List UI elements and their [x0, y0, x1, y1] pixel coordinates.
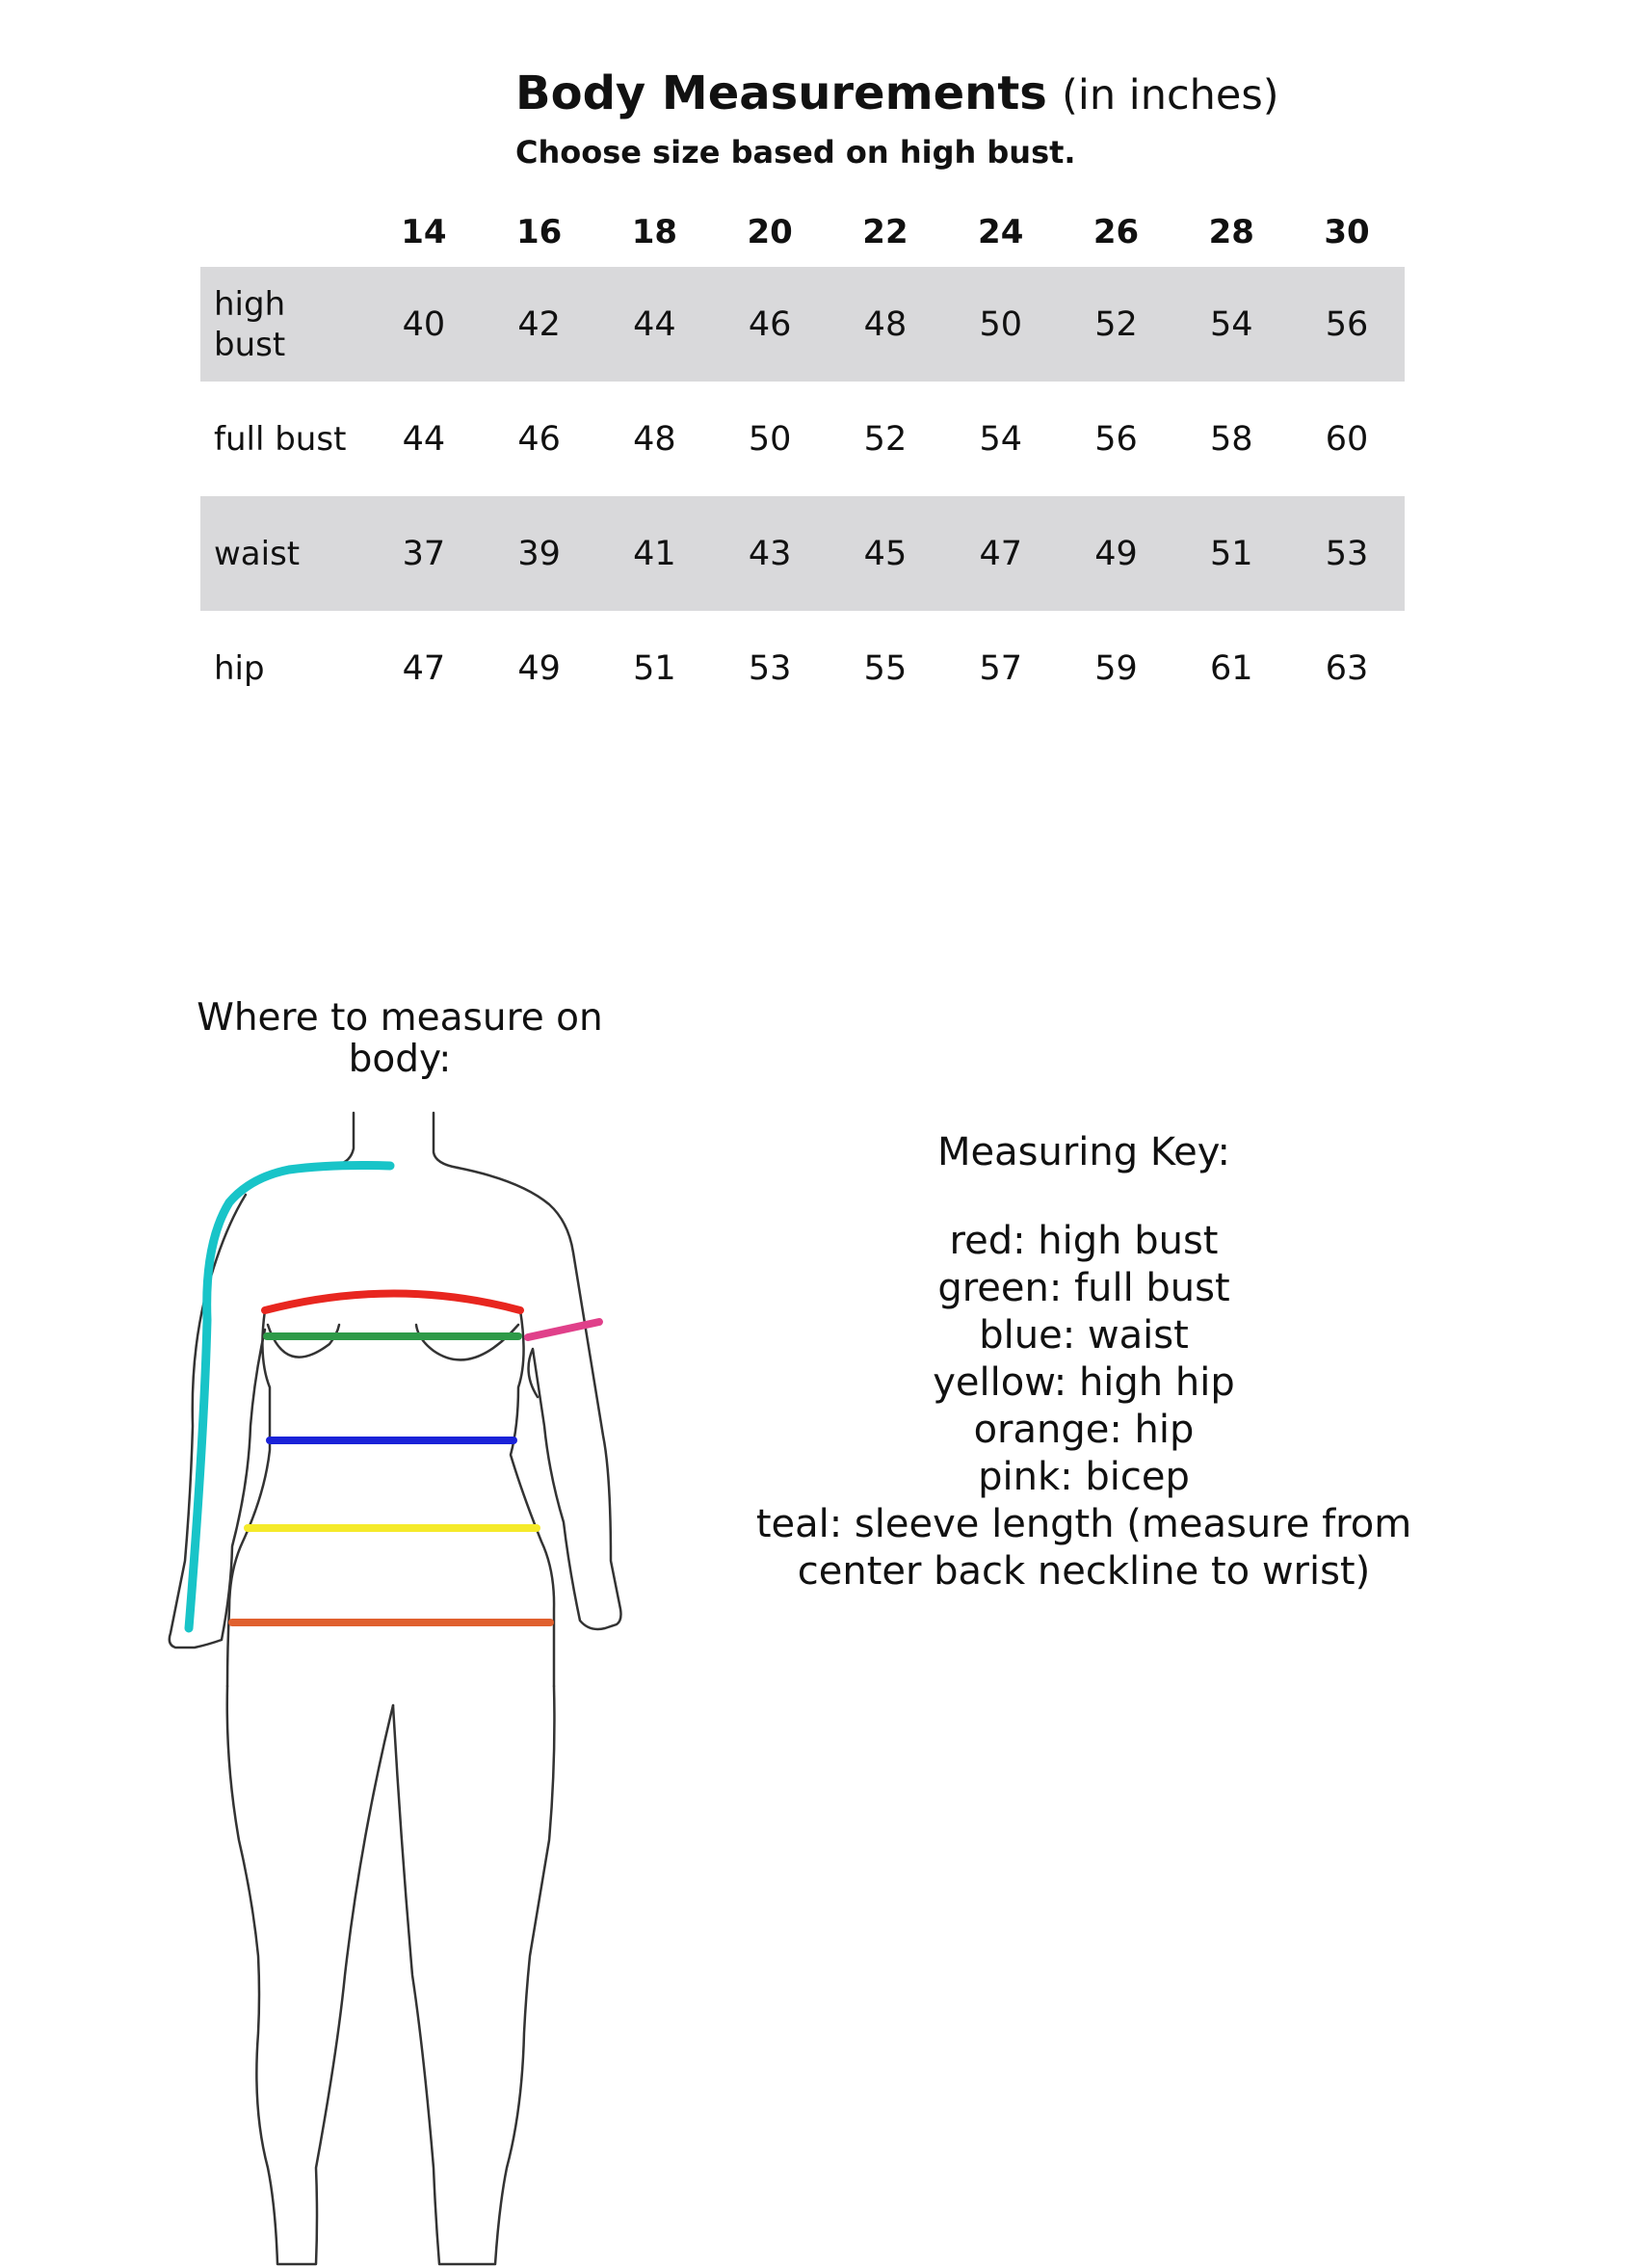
table-cell: 46 — [712, 267, 828, 382]
row-label-text: high bust — [214, 284, 286, 364]
row-label — [200, 611, 366, 725]
table-cell: 47 — [943, 496, 1059, 611]
row-label — [200, 382, 366, 496]
row-label-text: waist — [214, 534, 301, 573]
table-cell: 42 — [482, 267, 597, 382]
key-item-hip: orange: hip — [973, 1408, 1195, 1452]
page-title — [515, 60, 1279, 129]
left-leg-outline — [227, 1686, 393, 2264]
table-cell: 59 — [1094, 648, 1138, 688]
table-cell: 57 — [979, 648, 1022, 688]
row-label-text: full bust — [214, 419, 347, 459]
bicep-line — [528, 1322, 599, 1337]
table-cell: 50 — [748, 419, 792, 459]
table-cell: 48 — [828, 267, 943, 382]
table-cell: 49 — [1059, 496, 1174, 611]
table-cell: 40 — [366, 267, 482, 382]
body-figure — [145, 1108, 645, 2268]
table-cell: 37 — [366, 496, 482, 611]
heading — [515, 60, 1279, 173]
title-unit: (in inches) — [1062, 71, 1279, 119]
where-to-measure-heading: Where to measure on body: — [197, 996, 603, 1081]
table-row-hip — [200, 611, 1405, 725]
table-cell: 39 — [482, 496, 597, 611]
neck-right-line — [434, 1113, 458, 1168]
table-cell: 44 — [597, 267, 713, 382]
left-torso-outline — [227, 1310, 270, 1686]
table-cell: 53 — [748, 648, 792, 688]
table-cell: 58 — [1209, 419, 1253, 459]
table-row-full-bust — [200, 382, 1405, 496]
bust-right-curve — [416, 1325, 518, 1359]
key-item-high-hip: yellow: high hip — [933, 1360, 1235, 1405]
table-cell: 52 — [863, 419, 908, 459]
high-bust-line — [265, 1294, 520, 1311]
size-header: 14 — [401, 213, 447, 251]
measuring-key-list — [751, 1218, 1416, 1596]
right-leg-outline — [393, 1686, 554, 2264]
table-cell: 51 — [1173, 496, 1289, 611]
table-cell: 54 — [1173, 267, 1289, 382]
key-item-full-bust: green: full bust — [937, 1266, 1230, 1310]
table-cell: 63 — [1325, 648, 1369, 688]
table-cell: 46 — [517, 419, 561, 459]
table-cell: 51 — [633, 648, 676, 688]
table-row-high-bust — [200, 267, 1405, 382]
size-table — [200, 198, 1405, 725]
title-main: Body Measurements — [515, 66, 1047, 120]
table-cell: 44 — [402, 419, 446, 459]
key-item-high-bust: red: high bust — [949, 1219, 1219, 1263]
table-cell: 48 — [633, 419, 676, 459]
measuring-key-title: Measuring Key: — [937, 1130, 1230, 1174]
table-cell: 41 — [597, 496, 713, 611]
right-torso-outline — [511, 1310, 554, 1686]
body-outline — [170, 1113, 621, 2264]
table-cell: 54 — [979, 419, 1022, 459]
table-cell: 53 — [1289, 496, 1405, 611]
left-arm-outline — [170, 1195, 265, 1648]
table-cell: 52 — [1059, 267, 1174, 382]
table-cell: 47 — [402, 648, 446, 688]
table-cell: 56 — [1289, 267, 1405, 382]
size-header: 28 — [1208, 213, 1254, 251]
size-header: 24 — [978, 213, 1024, 251]
row-label — [200, 496, 366, 611]
key-item-bicep: pink: bicep — [978, 1455, 1190, 1499]
key-item-waist: blue: waist — [979, 1313, 1189, 1358]
header-corner — [200, 198, 366, 267]
size-header: 22 — [862, 213, 908, 251]
sleeve-length-line — [189, 1166, 390, 1629]
size-header-row — [200, 198, 1405, 267]
size-header: 20 — [747, 213, 793, 251]
neck-left-line — [337, 1113, 354, 1165]
table-cell: 45 — [828, 496, 943, 611]
bust-left-curve — [268, 1325, 339, 1358]
table-cell: 60 — [1325, 419, 1369, 459]
size-header: 18 — [631, 213, 678, 251]
size-header: 26 — [1092, 213, 1140, 251]
row-label-text: hip — [214, 648, 265, 688]
table-cell: 43 — [712, 496, 828, 611]
table-cell: 56 — [1094, 419, 1138, 459]
size-header: 30 — [1324, 213, 1370, 251]
size-header: 16 — [515, 213, 563, 251]
table-cell: 49 — [517, 648, 561, 688]
table-cell: 50 — [943, 267, 1059, 382]
table-cell: 61 — [1209, 648, 1253, 688]
right-shoulder-arm-outline — [458, 1168, 621, 1629]
row-label — [200, 267, 366, 382]
table-cell: 55 — [863, 648, 908, 688]
table-row-waist — [200, 496, 1405, 611]
key-item-sleeve-length: teal: sleeve length (measure from center back neckline to wrist) — [755, 1502, 1412, 1594]
subtitle: Choose size based on high bust. — [515, 134, 1076, 171]
